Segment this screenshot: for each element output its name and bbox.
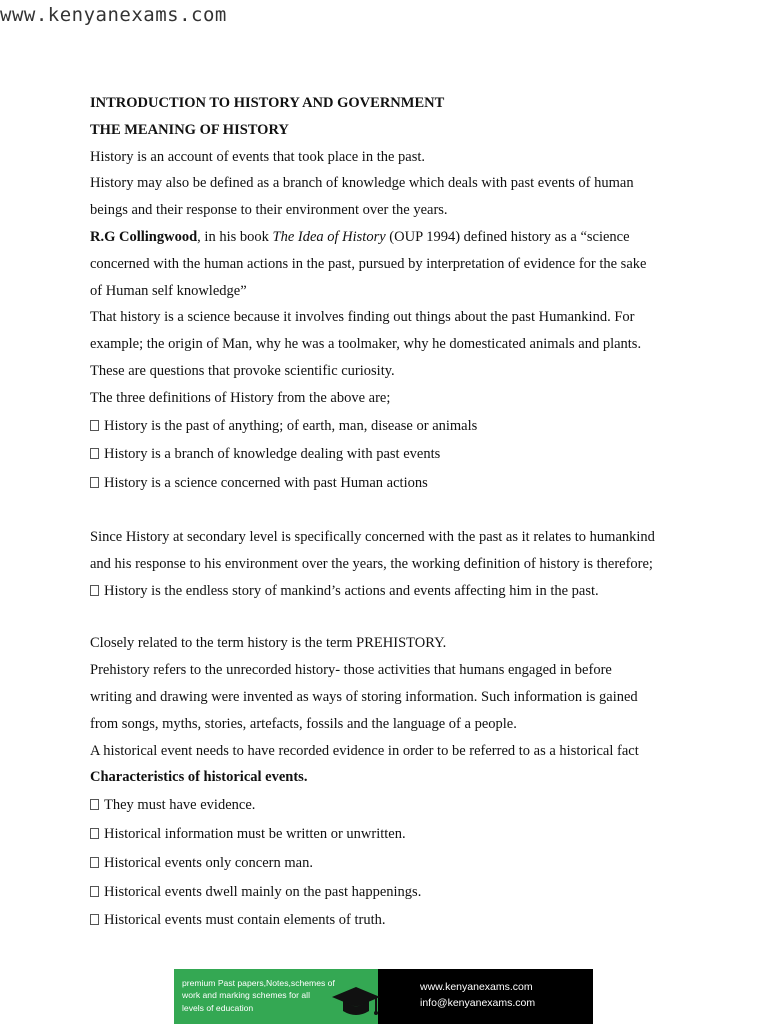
book-title: The Idea of History <box>272 228 386 245</box>
paragraph-prehistory-line1: Closely related to the term history is the term PREHISTORY. <box>90 635 447 652</box>
heading-intro: INTRODUCTION TO HISTORY AND GOVERNMENT <box>90 95 445 111</box>
three-definitions-intro: The three definitions of History from the above are; <box>90 389 391 406</box>
paragraph-science-line3: These are questions that provoke scientific curiosity. <box>90 362 395 379</box>
characteristics-heading: Characteristics of historical events. <box>90 769 308 786</box>
paragraph-prehistory-line4: from songs, myths, stories, artefacts, fossils and the language of a people. <box>90 715 517 732</box>
paragraph-prehistory-line2: Prehistory refers to the unrecorded history- those activities that humans engaged in before <box>90 662 612 679</box>
heading-meaning: THE MEANING OF HISTORY <box>90 121 289 138</box>
bullet-box-icon <box>90 477 99 488</box>
paragraph-prehistory-line3: writing and drawing were invented as ways of storing information. Such information is gained <box>90 688 638 705</box>
collingwood-rest: (OUP 1994) defined history as a “science <box>385 228 630 245</box>
paragraph-since-line1: Since History at secondary level is specifically concerned with the past as it relates to humankind <box>90 528 655 545</box>
footer-email-link[interactable]: info@kenyanexams.com <box>420 997 536 1009</box>
footer-tagline-line3: levels of education <box>182 1002 254 1013</box>
working-definition-item: History is the endless story of mankind’s actions and events affecting him in the past. <box>90 578 690 605</box>
characteristic-item: Historical information must be written or unwritten. <box>90 820 690 849</box>
footer-tagline-line2: work and marking schemes for all <box>182 990 310 1001</box>
characteristic-item: Historical events dwell mainly on the past happenings. <box>90 878 690 907</box>
paragraph-branch-line2: beings and their response to their environment over the years. <box>90 202 448 219</box>
bullet-box-icon <box>90 799 99 810</box>
paragraph-collingwood-line2: concerned with the human actions in the past, pursued by interpretation of evidence for the sake <box>90 255 647 272</box>
document-body <box>90 90 690 935</box>
collingwood-name: R.G Collingwood <box>90 228 198 245</box>
definition-item: History is a branch of knowledge dealing with past events <box>90 440 690 469</box>
paragraph-collingwood-line3: of Human self knowledge” <box>90 282 247 299</box>
paragraph-collingwood-line1 <box>90 224 690 251</box>
characteristic-item: Historical events must contain elements of truth. <box>90 906 690 935</box>
characteristic-item: They must have evidence. <box>90 791 690 820</box>
footer-website-link[interactable]: www.kenyanexams.com <box>420 981 533 993</box>
bullet-box-icon <box>90 914 99 925</box>
paragraph-since-line2: and his response to his environment over the years, the working definition of history is therefore; <box>90 555 653 572</box>
bullet-box-icon <box>90 585 99 596</box>
bullet-box-icon <box>90 857 99 868</box>
characteristic-item: Historical events only concern man. <box>90 849 690 878</box>
definition-item: History is a science concerned with past Human actions <box>90 469 690 498</box>
collingwood-mid: , in his book <box>197 228 273 245</box>
bullet-box-icon <box>90 886 99 897</box>
footer-banner <box>174 969 593 1024</box>
bullet-box-icon <box>90 420 99 431</box>
graduation-cap-icon <box>330 985 382 1021</box>
paragraph-definition: History is an account of events that took place in the past. <box>90 148 426 165</box>
paragraph-science-line2: example; the origin of Man, why he was a toolmaker, why he domesticated animals and plants. <box>90 336 642 353</box>
footer-tagline-line1: premium Past papers,Notes,schemes of <box>182 978 335 988</box>
paragraph-science-line1: That history is a science because it involves finding out things about the past Humankind. For <box>90 309 635 326</box>
footer-contact-panel <box>378 969 593 1024</box>
footer-tagline-panel <box>174 969 378 1024</box>
paragraph-historical-fact: A historical event needs to have recorded evidence in order to be referred to as a historical fact <box>90 742 639 759</box>
bullet-box-icon <box>90 448 99 459</box>
definition-item: History is the past of anything; of earth, man, disease or animals <box>90 412 690 441</box>
bullet-box-icon <box>90 828 99 839</box>
paragraph-branch-line1: History may also be defined as a branch of knowledge which deals with past events of human <box>90 175 634 192</box>
site-watermark: www.kenyanexams.com <box>0 4 227 26</box>
